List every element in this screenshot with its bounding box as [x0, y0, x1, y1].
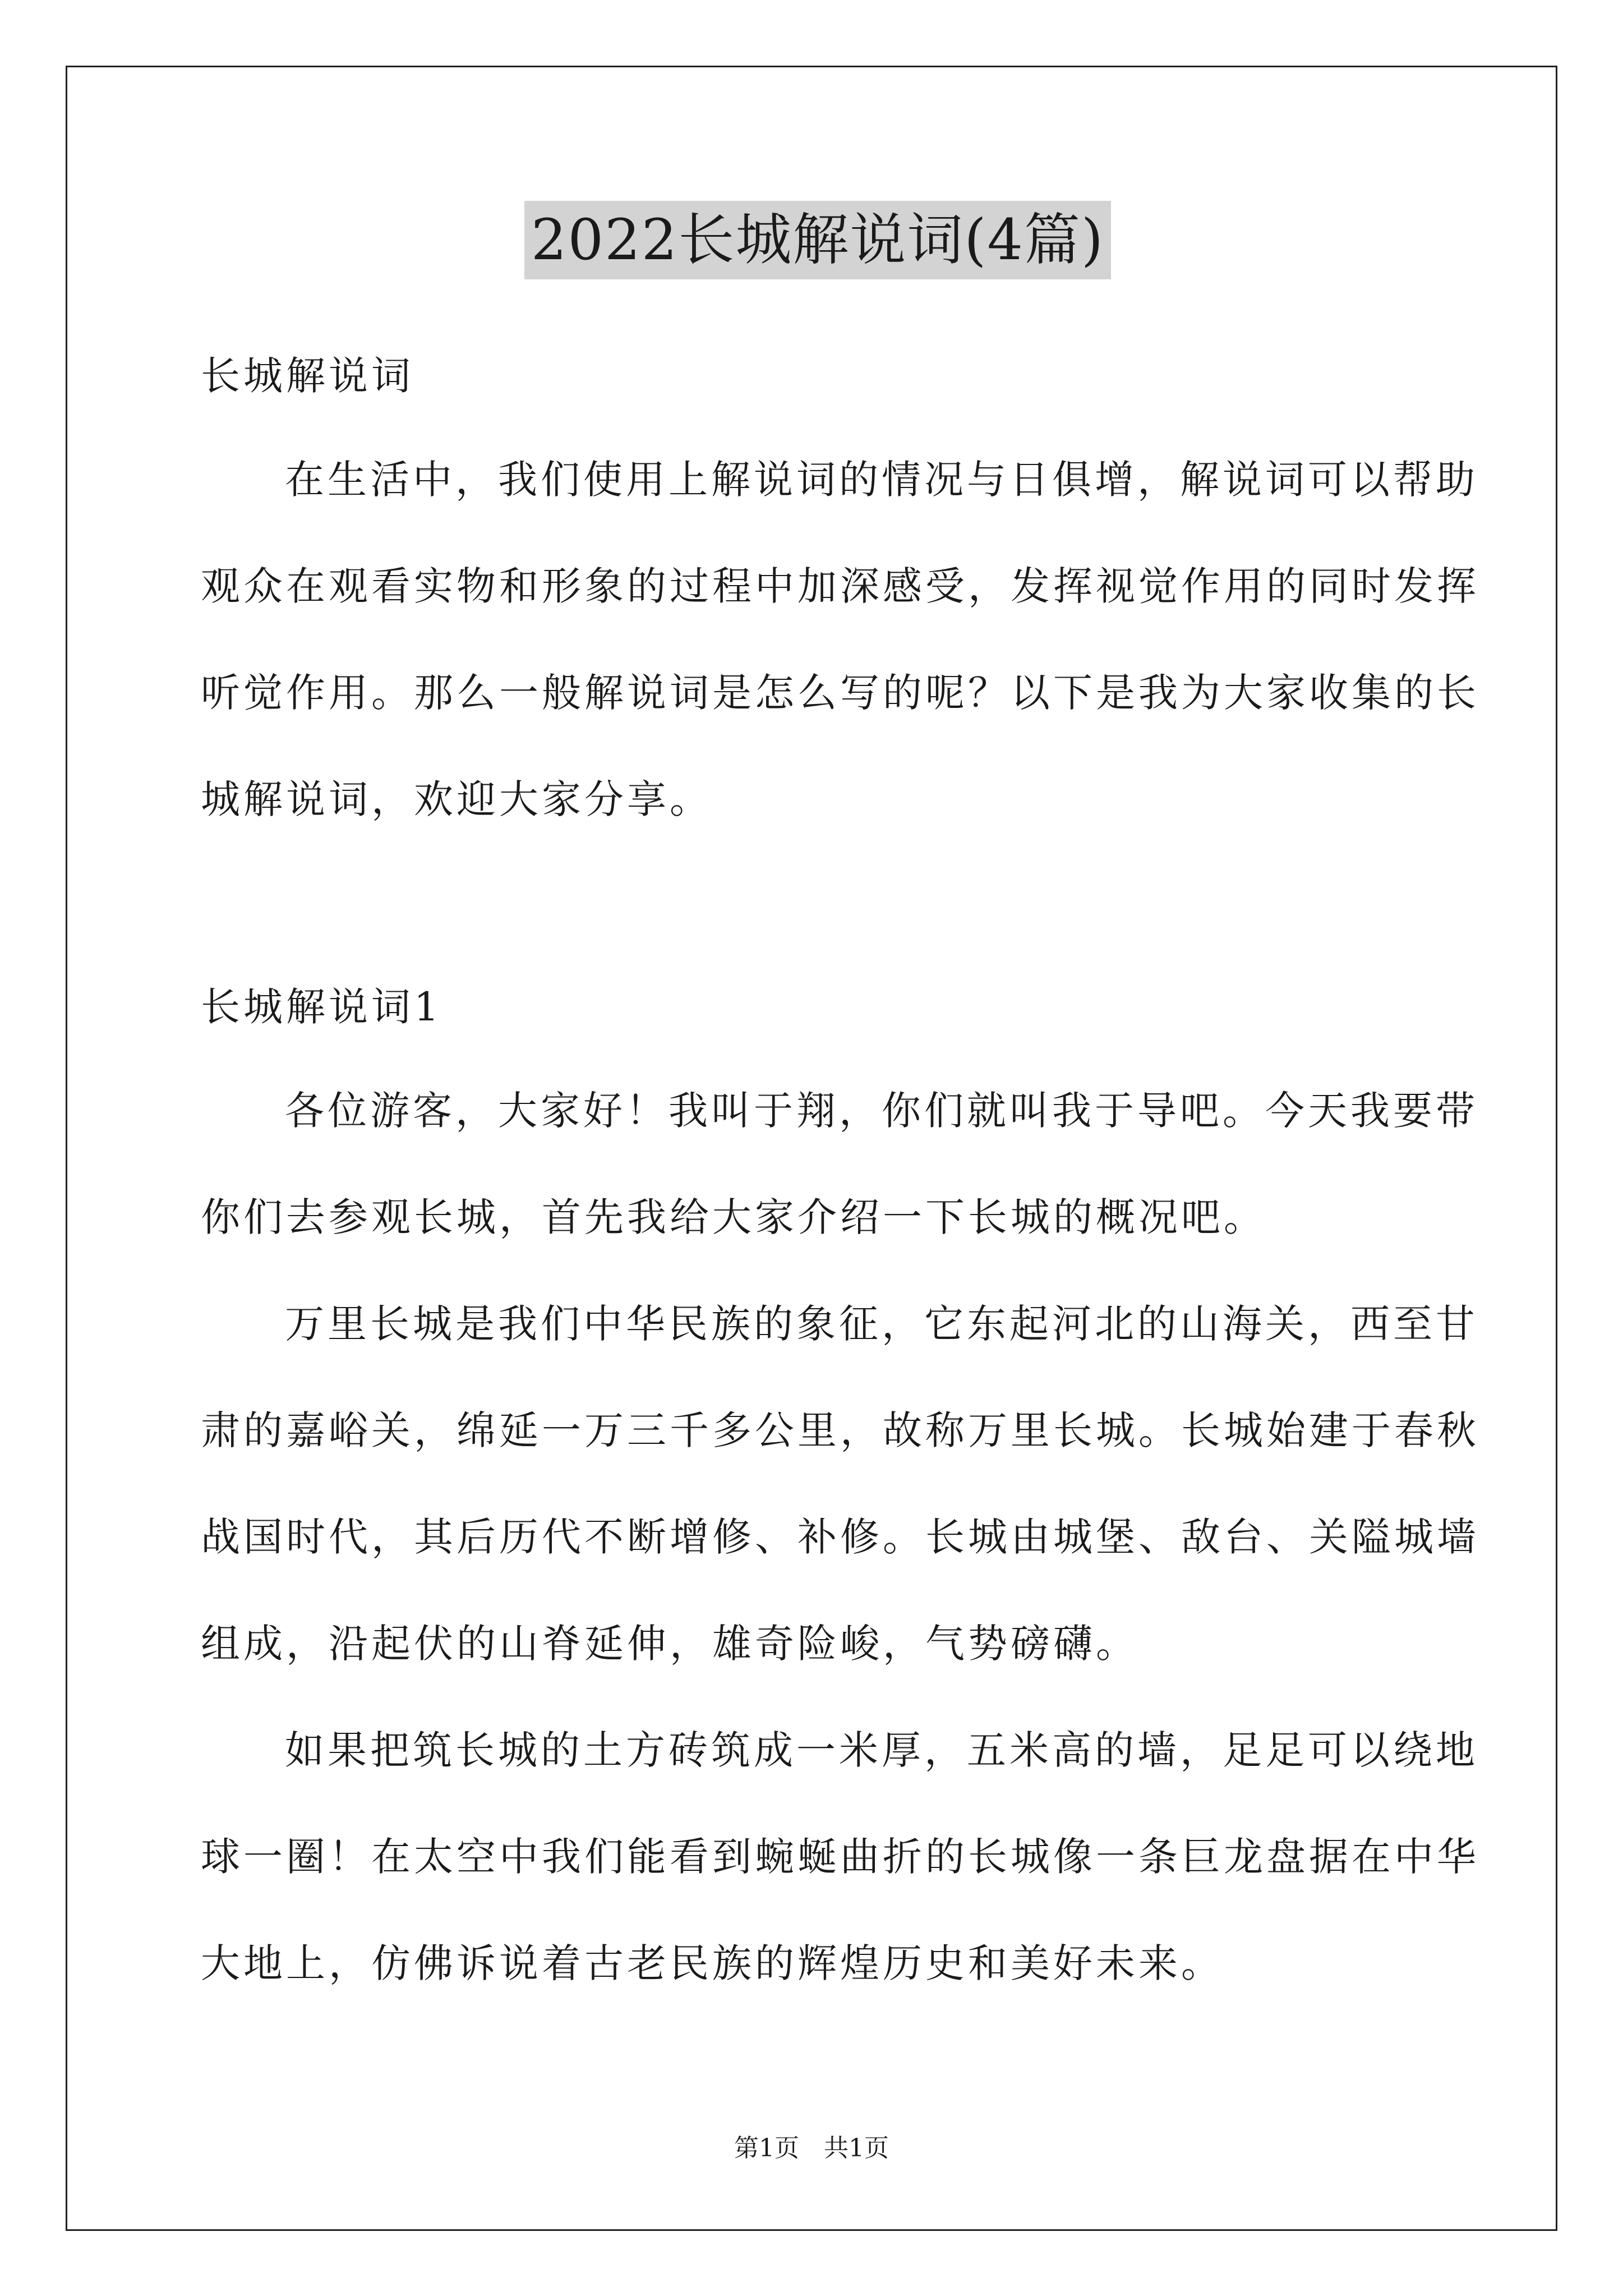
- paragraph-line: 大地上，仿佛诉说着古老民族的辉煌历史和美好未来。: [201, 1940, 1224, 1986]
- paragraph-line: 万里长城是我们中华民族的象征，它东起河北的山海关，西至甘: [285, 1301, 1478, 1347]
- paragraph-line: 在生活中，我们使用上解说词的情况与日俱增，解说词可以帮助: [285, 457, 1478, 503]
- paragraph-line: 听觉作用。那么一般解说词是怎么写的呢？以下是我为大家收集的长: [201, 670, 1479, 716]
- paragraph-line: 城解说词，欢迎大家分享。: [201, 776, 712, 822]
- page-footer: 第1页 共1页: [734, 2134, 889, 2162]
- paragraph-line: 组成，沿起伏的山脊延伸，雄奇险峻，气势磅礴。: [201, 1621, 1138, 1667]
- paragraph-line: 如果把筑长城的土方砖筑成一米厚，五米高的墙，足足可以绕地: [285, 1727, 1478, 1773]
- paragraph-line: 战国时代，其后历代不断增修、补修。长城由城堡、敌台、关隘城墙: [201, 1514, 1479, 1560]
- paragraph-line: 你们去参观长城，首先我给大家介绍一下长城的概况吧。: [201, 1194, 1266, 1240]
- title-container: [201, 201, 1435, 279]
- document-title: 2022长城解说词(4篇): [524, 201, 1111, 279]
- paragraph-line: 各位游客，大家好！我叫于翔，你们就叫我于导吧。今天我要带: [285, 1088, 1478, 1134]
- section-heading: 长城解说词1: [201, 984, 442, 1030]
- paragraph-line: 肃的嘉峪关，绵延一万三千多公里，故称万里长城。长城始建于春秋: [201, 1407, 1479, 1453]
- paragraph-line: 观众在观看实物和形象的过程中加深感受，发挥视觉作用的同时发挥: [201, 563, 1479, 609]
- section-heading: 长城解说词: [201, 353, 414, 399]
- paragraph-line: 球一圈！在太空中我们能看到蜿蜒曲折的长城像一条巨龙盘据在中华: [201, 1834, 1479, 1880]
